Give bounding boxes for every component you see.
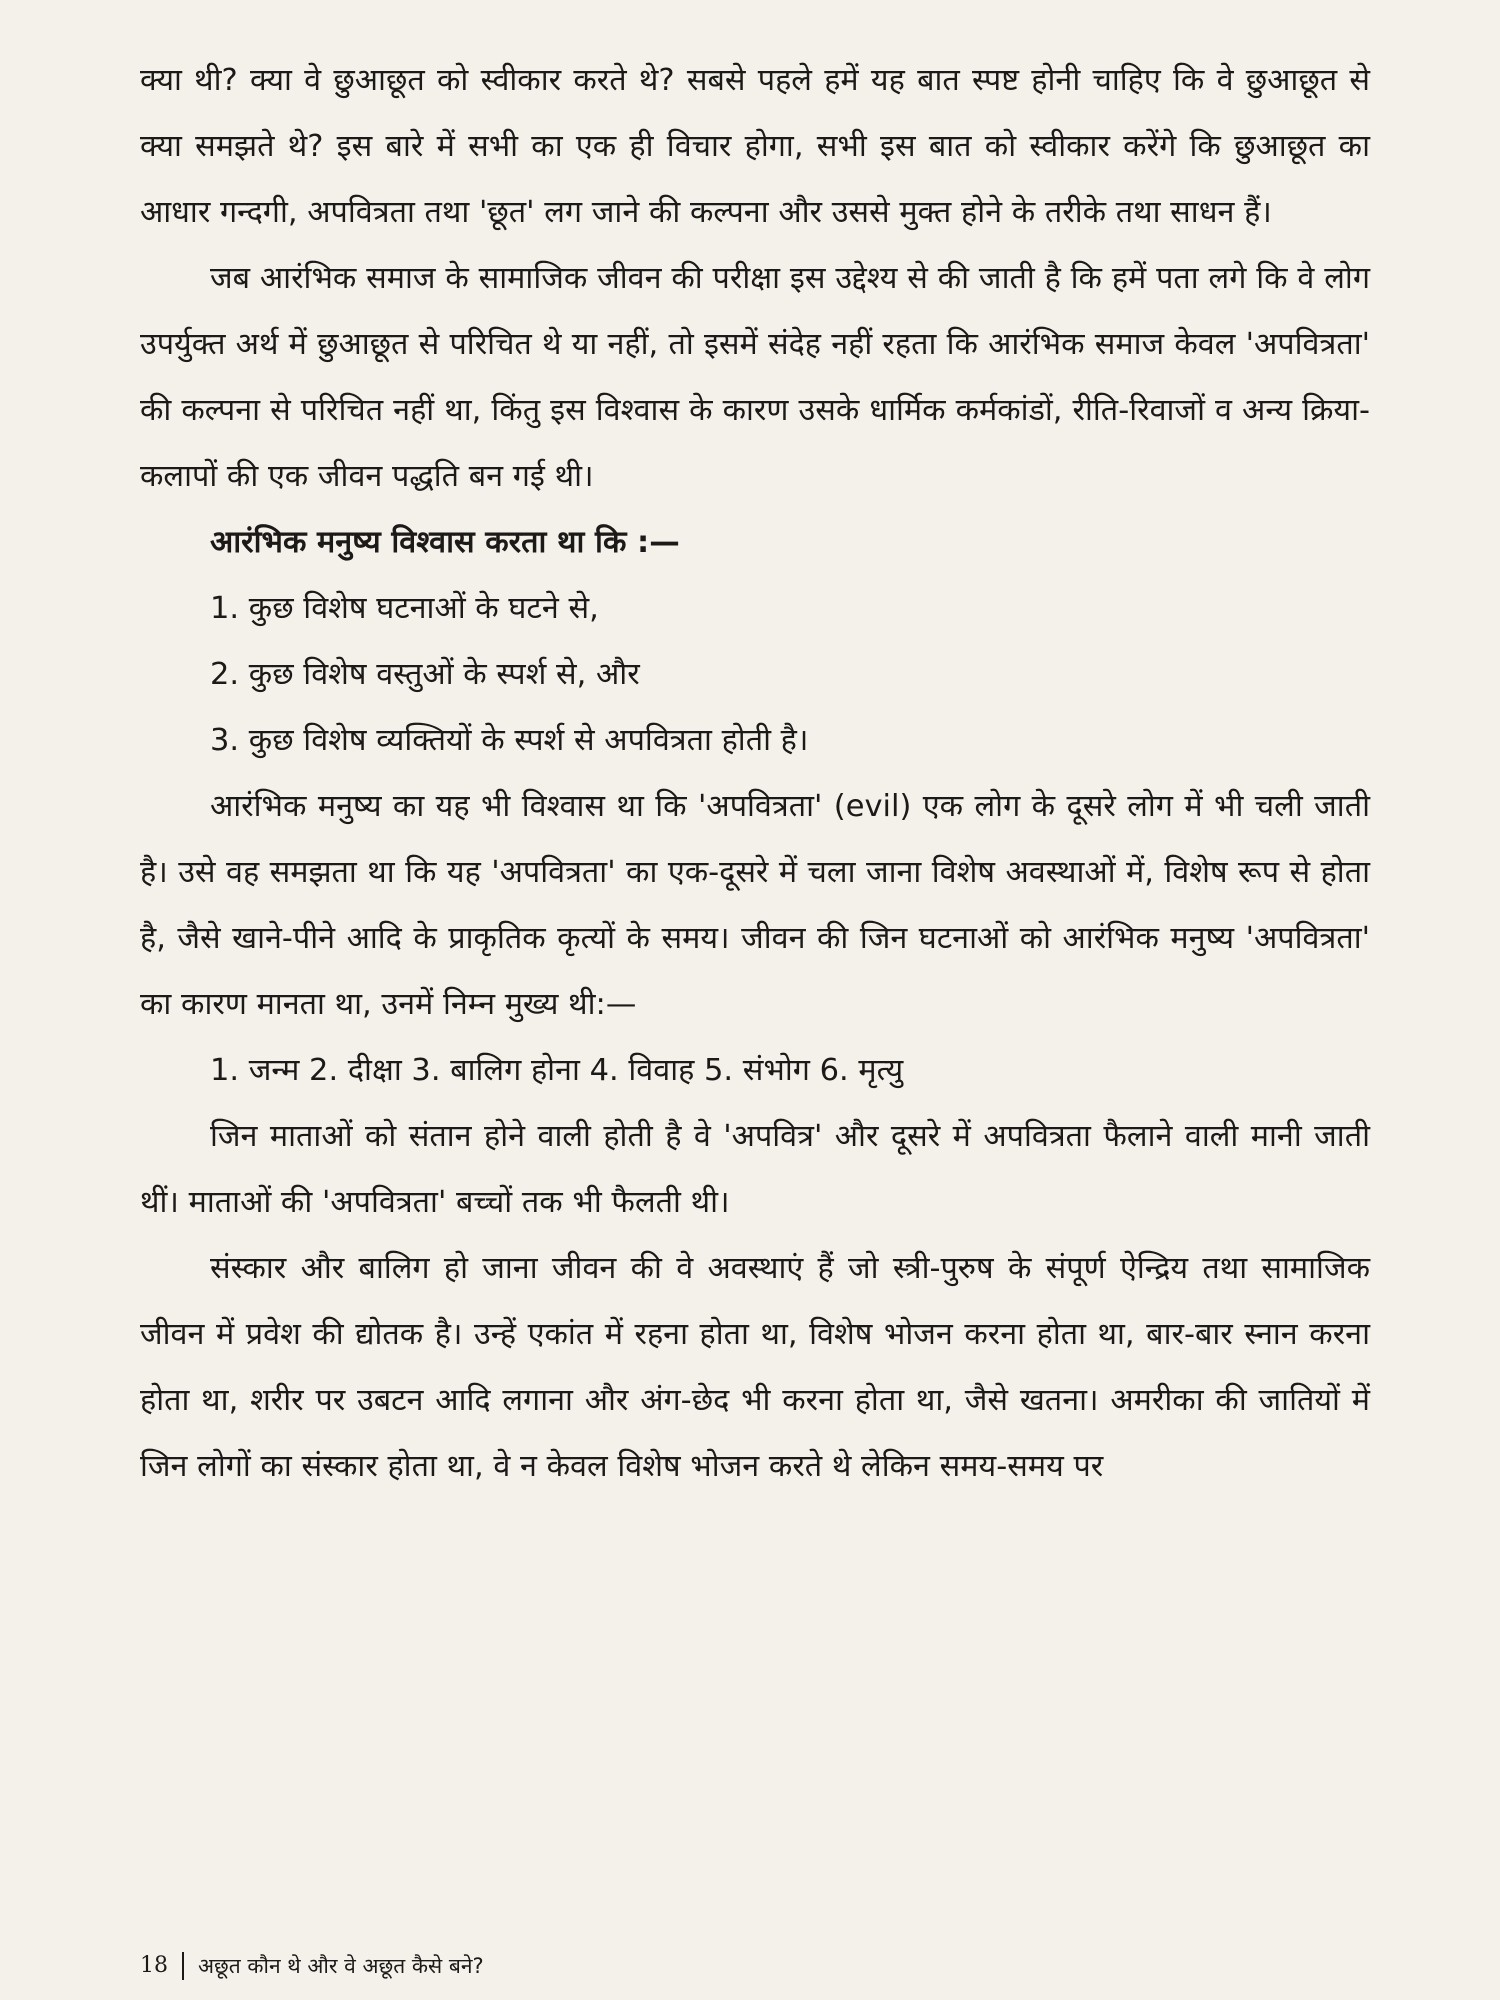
running-title: अछूत कौन थे और वे अछूत कैसे बने?	[198, 1954, 484, 1978]
paragraph-5: संस्कार और बालिग हो जाना जीवन की वे अवस्थाएं हैं जो स्त्री-पुरुष के संपूर्ण ऐन्द्रिय तथा सामाजिक जीवन में प्रवेश की द्योतक है। उन्हें एकांत में रहना होता था, विशेष भोजन करना होता था, बार-बार स्नान करना होता था, शरीर पर उबटन आदि लगाना और अंग-छेद भी करना होता था, जैसे खतना। अमरीका की जातियों में जिन लोगों का संस्कार होता था, वे न केवल विशेष भोजन करते थे लेकिन समय-समय पर	[140, 1251, 1370, 1484]
life-events-list: 1. जन्म 2. दीक्षा 3. बालिग होना 4. विवाह 5. संभोग 6. मृत्यु	[210, 1053, 904, 1088]
page-number: 18	[140, 1953, 168, 1978]
paragraph-3: आरंभिक मनुष्य का यह भी विश्वास था कि 'अपवित्रता' (evil) एक लोग के दूसरे लोग में भी चली जाती है। उसे वह समझता था कि यह 'अपवित्रता' का एक-दूसरे में चला जाना विशेष अवस्थाओं में, विशेष रूप से होता है, जैसे खाने-पीने आदि के प्राकृतिक कृत्यों के समय। जीवन की जिन घटनाओं को आरंभिक मनुष्य 'अपवित्रता' का कारण मानता था, उनमें निम्न मुख्य थी:—	[140, 789, 1370, 1022]
belief-item: 2. कुछ विशेष वस्तुओं के स्पर्श से, और	[210, 657, 640, 692]
footer-divider	[182, 1952, 184, 1980]
belief-item: 3. कुछ विशेष व्यक्तियों के स्पर्श से अपवित्रता होती है।	[210, 723, 809, 758]
belief-item: 1. कुछ विशेष घटनाओं के घटने से,	[210, 591, 599, 626]
paragraph-1: क्या थी? क्या वे छुआछूत को स्वीकार करते थे? सबसे पहले हमें यह बात स्पष्ट होनी चाहिए कि वे छुआछूत से क्या समझते थे? इस बारे में सभी का एक ही विचार होगा, सभी इस बात को स्वीकार करेंगे कि छुआछूत का आधार गन्दगी, अपवित्रता तथा 'छूत' लग जाने की कल्पना और उससे मुक्त होने के तरीके तथा साधन हैं।	[140, 63, 1370, 230]
belief-list	[140, 576, 1370, 774]
belief-heading: आरंभिक मनुष्य विश्वास करता था कि :—	[210, 525, 680, 560]
paragraph-2: जब आरंभिक समाज के सामाजिक जीवन की परीक्षा इस उद्देश्य से की जाती है कि हमें पता लगे कि वे लोग उपर्युक्त अर्थ में छुआछूत से परिचित थे या नहीं, तो इसमें संदेह नहीं रहता कि आरंभिक समाज केवल 'अपवित्रता' की कल्पना से परिचित नहीं था, किंतु इस विश्वास के कारण उसके धार्मिक कर्मकांडों, रीति-रिवाजों व अन्य क्रिया-कलापों की एक जीवन पद्धति बन गई थी।	[140, 261, 1370, 494]
page-footer	[140, 1952, 484, 1980]
paragraph-4: जिन माताओं को संतान होने वाली होती है वे 'अपवित्र' और दूसरे में अपवित्रता फैलाने वाली मानी जाती थीं। माताओं की 'अपवित्रता' बच्चों तक भी फैलती थी।	[140, 1119, 1370, 1220]
